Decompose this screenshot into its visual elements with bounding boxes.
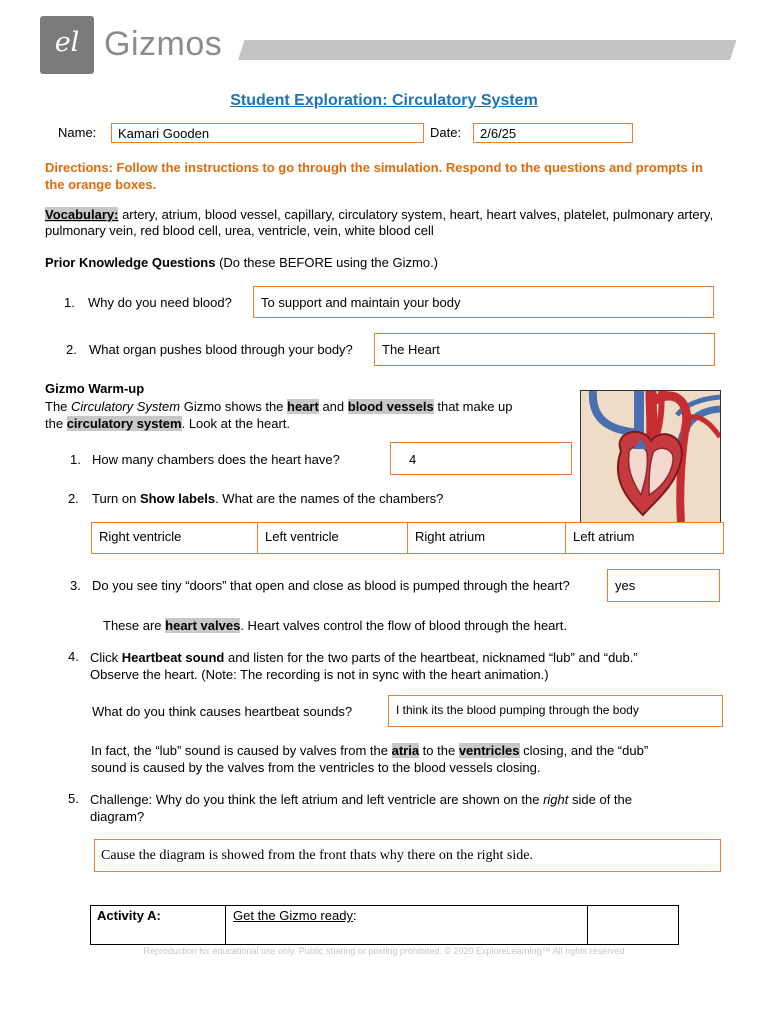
lub-dub-fact-text-4: sound is caused by the valves from the ventricles to the blood vessels closing. (91, 760, 541, 775)
warmup-intro-text-4: that make up (433, 399, 513, 414)
wu-q5-answer: Cause the diagram is showed from the front thats why there on the right side. (101, 848, 533, 863)
warmup-intro-text-1: The (45, 399, 72, 414)
wu-q4-text-2: and listen for the two parts of the heartbeat, nicknamed “lub” and “dub.” (224, 650, 638, 665)
activity-a-label-cell (91, 906, 226, 944)
pk-q1-num: 1. (64, 295, 75, 310)
pk-q1-answer: To support and maintain your body (261, 295, 461, 310)
pk-q1-text: Why do you need blood? (88, 295, 232, 310)
wu-q3-answer-box[interactable] (607, 569, 720, 602)
wu-q5-answer-box[interactable] (94, 839, 721, 872)
heartbeat-sound-term: Heartbeat sound (121, 650, 225, 665)
heart-valves-note-text-2: . Heart valves control the flow of blood through the heart. (240, 618, 567, 633)
directions-text: Directions: Follow the instructions to go through the simulation. Respond to the questions and prompts in the orange boxes. (45, 160, 703, 192)
wu-q5-text-1: Challenge: Why do you think the left atrium and left ventricle are shown on the (90, 792, 544, 807)
wu-q5-num: 5. (68, 791, 79, 806)
wu-q4-text-1: Click (90, 650, 122, 665)
heart-valves-note (103, 618, 567, 633)
prior-knowledge-note: (Do these BEFORE using the Gizmo.) (219, 255, 439, 270)
lub-dub-fact-text-2: to the (419, 743, 459, 758)
wu-q3-answer: yes (615, 578, 636, 593)
activity-a-title-colon: : (352, 908, 357, 923)
wu-q3-num: 3. (70, 578, 81, 593)
prior-knowledge-heading-line (45, 255, 438, 270)
name-field[interactable] (111, 123, 424, 143)
term-heart-valves: heart valves (165, 618, 241, 633)
wu-q4-text-3: Observe the heart. (Note: The recording is not in sync with the heart animation.) (90, 667, 549, 682)
chamber-answer-2[interactable] (258, 523, 408, 553)
wu-q4-text (90, 649, 730, 683)
name-value: Kamari Gooden (118, 126, 210, 141)
heart-valves-note-text-1: These are (103, 618, 166, 633)
activity-a-empty-cell (588, 906, 678, 944)
show-labels-term: Show labels (139, 491, 216, 506)
name-label: Name: (58, 125, 97, 140)
date-label: Date: (430, 125, 462, 140)
header-bar (238, 40, 736, 60)
heart-diagram-image (580, 390, 721, 523)
term-atria: atria (391, 743, 420, 758)
pk-q2-answer-box[interactable] (374, 333, 715, 366)
pk-q1-answer-box[interactable] (253, 286, 714, 318)
activity-a-table (90, 905, 679, 945)
date-field[interactable] (473, 123, 633, 143)
wu-q1-text: How many chambers does the heart have? (92, 452, 340, 467)
wu-q1-answer: 4 (409, 452, 417, 467)
warmup-intro (45, 398, 585, 432)
activity-a-title: Get the Gizmo ready (233, 908, 353, 923)
wu-q1-answer-box[interactable] (390, 442, 572, 475)
chamber-answer-2-text: Left ventricle (265, 529, 339, 544)
chamber-answer-1-text: Right ventricle (99, 529, 182, 544)
lub-dub-fact-text-3: closing, and the “dub” (519, 743, 649, 758)
warmup-heading: Gizmo Warm-up (45, 381, 145, 396)
wu-q3-text: Do you see tiny “doors” that open and close as blood is pumped through the heart? (92, 578, 570, 593)
warmup-intro-text-5: the (45, 416, 67, 431)
chamber-answer-3[interactable] (408, 523, 566, 553)
vocabulary-label: Vocabulary: (45, 207, 119, 222)
pk-q2-num: 2. (66, 342, 77, 357)
chamber-answer-4-text: Left atrium (573, 529, 635, 544)
activity-a-title-cell (226, 906, 588, 944)
wu-q2-num: 2. (68, 491, 79, 506)
date-value: 2/6/25 (480, 126, 517, 141)
gizmos-logo-text: Gizmos (104, 25, 223, 63)
term-circulatory-system: circulatory system (66, 416, 182, 431)
wu-q2-text-2: . What are the names of the chambers? (215, 491, 444, 506)
vocabulary-section (45, 207, 735, 239)
wu-q5-text (90, 791, 730, 825)
footer-copyright: Reproduction for educational use only. Public sharing or posting prohibited. © 2020 ExploreLearning™ All rights reserved (143, 946, 625, 956)
chamber-answer-4[interactable] (566, 523, 723, 553)
wu-q5-text-3: diagram? (90, 809, 145, 824)
wu-q4-answer-box[interactable] (388, 695, 723, 727)
activity-a-label: Activity A: (97, 908, 161, 923)
wu-q4-answer: I think its the blood pumping through the body (396, 703, 639, 717)
warmup-intro-text-6: . Look at the heart. (181, 416, 290, 431)
wu-q1-num: 1. (70, 452, 81, 467)
chamber-answer-3-text: Right atrium (415, 529, 486, 544)
wu-q5-text-2: side of the (568, 792, 632, 807)
gizmo-name: Circulatory System (71, 399, 181, 414)
chambers-answer-row (91, 522, 724, 554)
pk-q2-text: What organ pushes blood through your body? (89, 342, 353, 357)
term-heart: heart (287, 399, 319, 414)
pk-q2-answer: The Heart (382, 342, 440, 357)
vocabulary-terms: artery, atrium, blood vessel, capillary, circulatory system, heart, heart valves, platelet, pulmonary artery, pulmonary vein, red blood cell, urea, ventricle, vein, white blood cell (45, 207, 714, 238)
explorelearning-logo-icon: el (54, 27, 80, 58)
warmup-intro-text-2: Gizmo shows the (180, 399, 288, 414)
heart-illustration-icon (581, 391, 720, 522)
lub-dub-fact-text-1: In fact, the “lub” sound is caused by valves from the (91, 743, 392, 758)
wu-q2-text (92, 491, 443, 506)
wu-q4-num: 4. (68, 649, 79, 664)
right-emphasis: right (543, 792, 569, 807)
chamber-answer-1[interactable] (92, 523, 258, 553)
page-title: Student Exploration: Circulatory System (230, 92, 538, 109)
term-blood-vessels: blood vessels (347, 399, 434, 414)
lub-dub-fact (91, 742, 731, 776)
wu-q2-text-1: Turn on (92, 491, 140, 506)
warmup-intro-text-3: and (318, 399, 348, 414)
term-ventricles: ventricles (458, 743, 520, 758)
wu-q4-question: What do you think causes heartbeat sounds? (92, 704, 353, 719)
prior-knowledge-heading: Prior Knowledge Questions (45, 255, 216, 270)
